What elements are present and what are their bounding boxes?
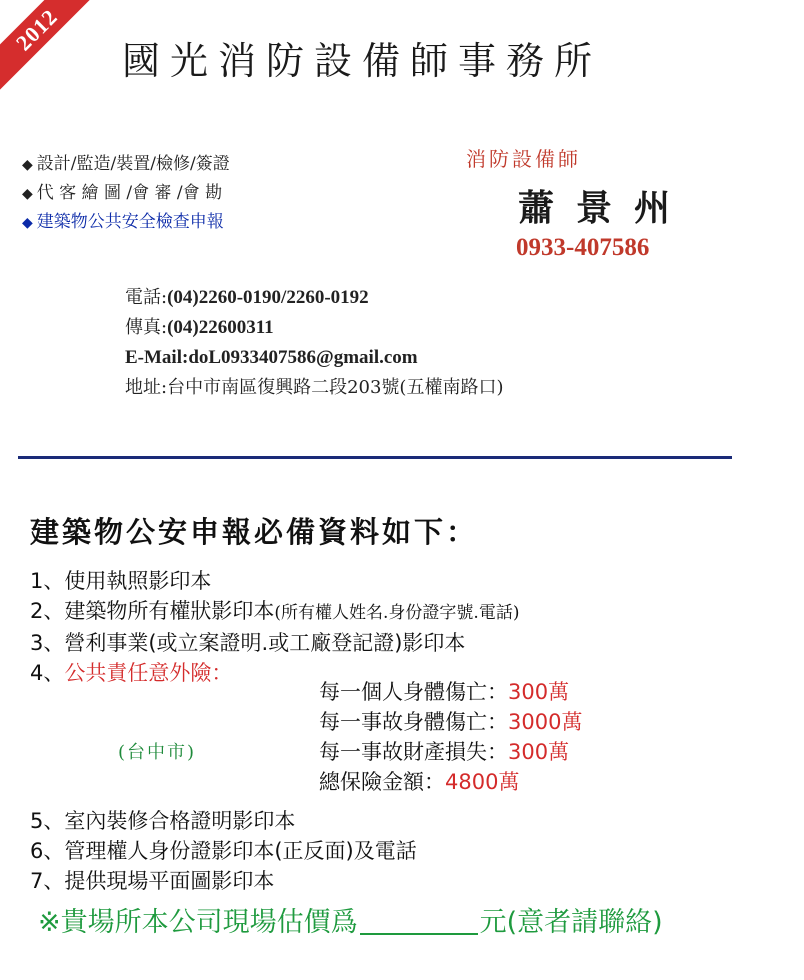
insurance-line: 每一事故身體傷亡：3000萬 (319, 710, 583, 734)
email-line: E-Mail:doL0933407586@gmail.com (125, 347, 418, 368)
company-title: 國光消防設備師事務所 (122, 39, 603, 83)
requirements-heading: 建築物公安申報必備資料如下： (30, 515, 479, 549)
city-note: (台中市) (118, 742, 197, 763)
list-item: 7、提供現場平面圖影印本 (30, 869, 275, 893)
list-item: 3、營利事業(或立案證明.或工廠登記證)影印本 (30, 631, 466, 655)
person-role: 消防設備師 (466, 147, 581, 171)
requirements-list-continued (30, 806, 417, 896)
service-item: ◆ 設計/監造/裝置/檢修/簽證 (22, 150, 230, 179)
year-ribbon: 2012 (0, 0, 101, 94)
insurance-line: 每一事故財產損失：300萬 (319, 740, 570, 764)
estimate-note: ※貴場所本公司現場估價爲 元(意者請聯絡) (38, 907, 663, 938)
mobile-number: 0933-407586 (516, 234, 650, 261)
list-item: 5、室內裝修合格證明影印本 (30, 809, 296, 833)
list-item: 6、管理權人身份證影印本(正反面)及電話 (30, 839, 417, 863)
list-item: 4、公共責任意外險： (30, 661, 233, 685)
list-item: 1、使用執照影印本 (30, 569, 212, 593)
contact-block (125, 283, 503, 403)
telephone-line: 電話:(04)2260-0190/2260-0192 (125, 287, 369, 308)
requirements-list (30, 566, 519, 688)
fax-line: 傳真:(04)22600311 (125, 317, 274, 338)
address-line: 地址:台中市南區復興路二段203號(五權南路口) (125, 377, 504, 398)
blank-underline (360, 907, 478, 935)
diamond-icon: ◆ (22, 157, 33, 173)
diamond-icon: ◆ (22, 215, 33, 231)
service-item: ◆ 代 客 繪 圖 /會 審 /會 勘 (22, 179, 230, 208)
section-divider (18, 456, 732, 459)
service-item: ◆ 建築物公共安全檢查申報 (22, 208, 230, 237)
insurance-total: 總保險金額：4800萬 (319, 770, 520, 794)
diamond-icon: ◆ (22, 186, 33, 202)
person-name: 蕭景州 (518, 187, 693, 229)
insurance-line: 每一個人身體傷亡：300萬 (319, 680, 570, 704)
service-list (22, 150, 230, 237)
list-item: 2、建築物所有權狀影印本(所有權人姓名.身份證字號.電話) (30, 599, 520, 623)
